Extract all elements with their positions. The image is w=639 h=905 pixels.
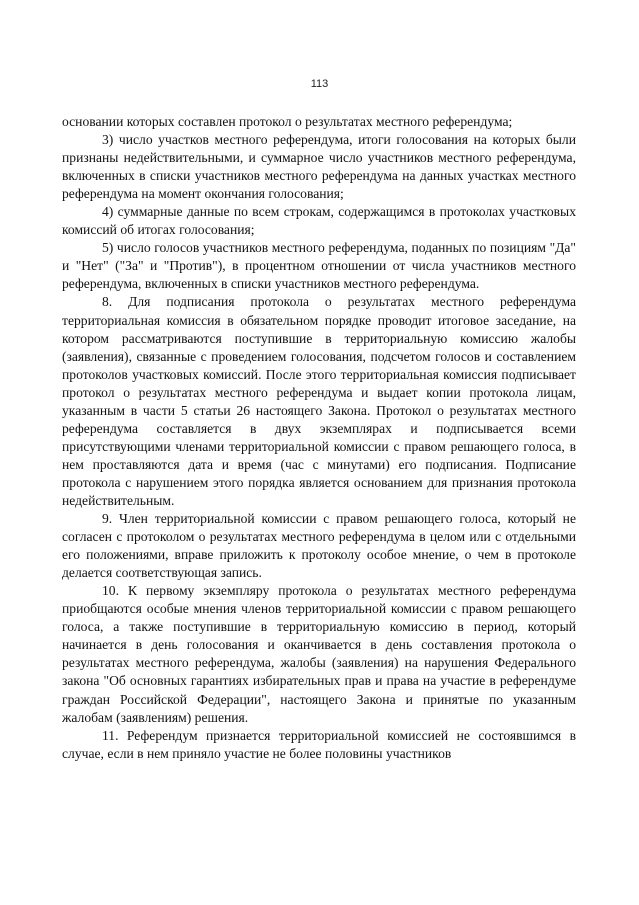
paragraph: 5) число голосов участников местного референдума, поданных по позициям "Да" и "Нет" ("За" и "Против"), в процентном отношении от числа участников местного референдума, включенных в списки участников местного референдума. [62, 240, 576, 292]
paragraph: 11. Референдум признается территориальной комиссией не состоявшимся в случае, если в нем приняло участие не более половины участников [62, 727, 576, 761]
page-number: 113 [310, 78, 329, 90]
paragraph: 9. Член территориальной комиссии с правом решающего голоса, который не согласен с протоколом о результатах местного референдума в целом или с отдельными его положениями, вправе приложить к протоколу особое мнение, о чем в протоколе делается соответствующая запись. [62, 511, 576, 581]
paragraph: 4) суммарные данные по всем строкам, содержащимся в протоколах участковых комиссий об итогах голосования; [62, 204, 576, 238]
paragraph: 10. К первому экземпляру протокола о результатах местного референдума приобщаются особые мнения членов территориальной комиссии с правом решающего голоса, а также поступившие в территориальную комиссию в период, который начинается в день голосования и оканчивается в день составления протокола о результатах местного референдума, жалобы (заявления) на нарушения Федерального закона "Об основных гарантиях избирательных прав и права на участие в референдуме граждан Российской Федерации", настоящего Закона и принятые по указанным жалобам (заявлениям) решения. [62, 583, 576, 725]
paragraph: 3) число участков местного референдума, итоги голосования на которых были признаны недействительными, и суммарное число участников местного референдума, включенных в списки участников местного референдума на данных участках местного референдума на момент окончания голосования; [62, 132, 576, 202]
document-body [62, 113, 576, 763]
paragraph: 8. Для подписания протокола о результатах местного референдума территориальная комиссия в обязательном порядке проводит итоговое заседание, на котором рассматриваются поступившие в территориальную комиссию жалобы (заявления), связанные с проведением голосования, подсчетом голосов и составлением протоколов участковых комиссий. После этого территориальная комиссия подписывает протокол о результатах местного референдума и выдает копии протокола лицам, указанным в части 5 статьи 26 настоящего Закона. Протокол о результатах местного референдума составляется в двух экземплярах и подписывается всеми присутствующими членами территориальной комиссии с правом решающего голоса, в нем проставляются дата и время (час с минутами) его подписания. Подписание протокола с нарушением этого порядка является основанием для признания протокола недействительным. [62, 294, 576, 508]
paragraph: основании которых составлен протокол о результатах местного референдума; [62, 114, 513, 129]
